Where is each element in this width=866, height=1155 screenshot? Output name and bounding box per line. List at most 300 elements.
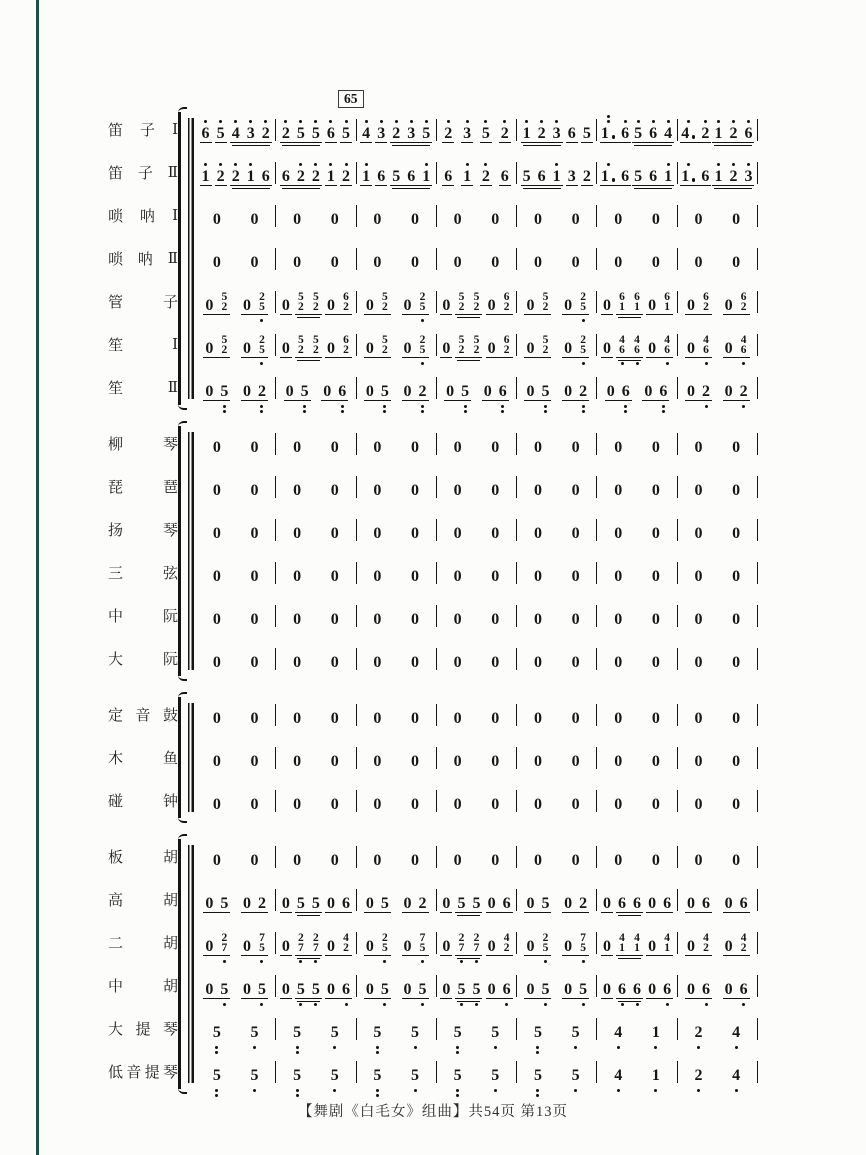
note-digit: 1 xyxy=(201,167,210,185)
beat-unit xyxy=(489,785,501,832)
note xyxy=(292,742,302,789)
beat-unit xyxy=(280,329,292,376)
note xyxy=(212,1056,222,1103)
beat-unit xyxy=(440,329,452,376)
instrument-label xyxy=(108,1018,178,1039)
chord-digits: 2 5 xyxy=(542,931,549,954)
beat-unit xyxy=(291,643,303,690)
label-char: 高 xyxy=(108,893,124,909)
note xyxy=(533,1013,543,1060)
measure xyxy=(357,889,437,911)
note-digit: 0 xyxy=(491,210,500,228)
note xyxy=(453,699,463,746)
note-digit: 0 xyxy=(212,709,221,727)
measure xyxy=(597,519,677,541)
note xyxy=(380,372,390,419)
note-digit: 2 xyxy=(418,382,427,400)
label-char: 提 xyxy=(144,1065,160,1081)
note xyxy=(731,643,741,690)
note-digit: 5 xyxy=(472,894,481,912)
note xyxy=(365,286,375,333)
octave-dots-above xyxy=(204,114,207,123)
beat-unit xyxy=(329,471,341,518)
note xyxy=(311,970,321,1017)
note xyxy=(694,841,704,888)
music-staff xyxy=(192,119,758,141)
note xyxy=(212,471,222,518)
note xyxy=(330,1013,340,1060)
note xyxy=(281,157,291,204)
beat-unit xyxy=(291,1056,303,1103)
augmentation-dot xyxy=(692,178,695,181)
beat-unit xyxy=(452,243,464,290)
note xyxy=(341,884,351,931)
note-digit: 4 xyxy=(681,123,695,141)
beat-unit xyxy=(570,643,582,690)
note-digit: 2 xyxy=(537,124,546,142)
note xyxy=(219,372,229,419)
note xyxy=(341,286,351,333)
measure xyxy=(678,162,758,184)
measure xyxy=(437,162,517,184)
beat-unit xyxy=(409,1013,421,1060)
octave-dots-below xyxy=(421,399,424,419)
note-digit: 5 xyxy=(481,124,490,142)
note xyxy=(242,286,252,333)
label-char: 胡 xyxy=(162,893,178,909)
measure xyxy=(357,846,437,868)
beat-unit xyxy=(581,157,593,204)
beat-unit xyxy=(291,243,303,290)
note-digit: 1 xyxy=(651,1023,660,1041)
note xyxy=(731,785,741,832)
beat-unit xyxy=(452,557,464,604)
beat-unit xyxy=(230,157,272,204)
measure xyxy=(192,433,276,455)
note-digit: 0 xyxy=(564,980,573,998)
measure xyxy=(517,1061,597,1083)
note xyxy=(403,970,413,1017)
note-digit: 0 xyxy=(442,296,451,314)
note xyxy=(533,643,543,690)
measure xyxy=(192,704,276,726)
note xyxy=(410,557,420,604)
note xyxy=(700,157,710,204)
note xyxy=(701,286,711,333)
measure xyxy=(357,648,437,670)
note-digit: 6 xyxy=(663,980,672,998)
octave-dots-above xyxy=(395,114,398,123)
note xyxy=(613,643,623,690)
beat-unit xyxy=(211,1013,223,1060)
note-digit: 0 xyxy=(614,438,623,456)
note xyxy=(296,286,306,333)
note xyxy=(296,970,306,1017)
label-char: 笙 xyxy=(108,338,124,354)
note xyxy=(337,372,347,419)
octave-dots-above xyxy=(345,157,348,166)
beat-unit xyxy=(248,514,260,561)
note xyxy=(662,970,672,1017)
octave-dots-above xyxy=(447,114,450,123)
note-digit: 0 xyxy=(483,382,492,400)
note-digit: 0 xyxy=(373,795,382,813)
note-digit: 0 xyxy=(330,851,339,869)
note xyxy=(739,329,749,376)
note-digit: 0 xyxy=(411,210,420,228)
measure xyxy=(276,846,356,868)
measure xyxy=(517,747,597,769)
note xyxy=(724,884,734,931)
note xyxy=(311,927,321,974)
beat-unit xyxy=(371,841,383,888)
beat-unit xyxy=(211,200,223,247)
note-digit: 0 xyxy=(411,524,420,542)
note xyxy=(651,471,661,518)
note-digit: 0 xyxy=(487,894,496,912)
beat-unit xyxy=(291,742,303,789)
note-digit: 0 xyxy=(694,253,703,271)
note xyxy=(330,643,340,690)
note-digit: 0 xyxy=(411,709,420,727)
note-digit: 0 xyxy=(694,610,703,628)
note xyxy=(421,114,431,161)
label-char: 胡 xyxy=(162,979,178,995)
note xyxy=(701,372,711,419)
measure xyxy=(437,1061,517,1083)
beat-unit xyxy=(452,600,464,647)
measure xyxy=(276,648,356,670)
beat-unit xyxy=(248,1013,260,1060)
chord-digits: 2 5 xyxy=(382,931,388,954)
beat-unit xyxy=(570,1056,582,1103)
measure xyxy=(192,248,276,270)
note-digit: 0 xyxy=(453,210,462,228)
note xyxy=(249,557,259,604)
label-char: Ⅱ xyxy=(167,380,178,396)
beat-unit xyxy=(524,970,551,1017)
note-digit: 5 xyxy=(392,167,401,185)
measure xyxy=(357,562,437,584)
note-digit: 0 xyxy=(526,894,535,912)
chord-digits: 4 6 xyxy=(664,333,671,356)
note xyxy=(571,243,581,290)
note-digit: 5 xyxy=(257,980,266,998)
note-digit: 0 xyxy=(487,980,496,998)
beat-unit xyxy=(685,970,712,1017)
note xyxy=(490,243,500,290)
octave-dots-below xyxy=(636,997,639,1017)
beat-unit xyxy=(230,114,272,161)
note-digit: 2 xyxy=(579,382,588,400)
beat-unit xyxy=(371,600,383,647)
chord-digits: 5 2 xyxy=(458,333,465,356)
octave-dots-above xyxy=(732,114,735,123)
label-char: 中 xyxy=(108,979,124,995)
beat-unit xyxy=(489,200,501,247)
note xyxy=(582,157,592,204)
note-digit: 0 xyxy=(614,610,623,628)
note xyxy=(296,329,306,376)
chord-digits: 5 2 xyxy=(542,333,549,356)
beat-unit xyxy=(616,286,643,333)
note-digit: 0 xyxy=(453,567,462,585)
measure xyxy=(597,648,677,670)
chord-digits: 2 5 xyxy=(580,290,586,313)
note xyxy=(632,884,642,931)
note-digit: 0 xyxy=(732,752,741,770)
beat-unit xyxy=(612,1056,624,1103)
beat-unit xyxy=(612,428,624,475)
note xyxy=(410,841,420,888)
note-digit: 0 xyxy=(606,382,615,400)
measure xyxy=(597,162,677,184)
note-digit: 5 xyxy=(220,980,229,998)
note-digit: 0 xyxy=(453,752,462,770)
octave-dots-below xyxy=(544,399,547,419)
beat-unit xyxy=(532,557,544,604)
note xyxy=(651,243,661,290)
note-digit: 0 xyxy=(533,653,542,671)
staff-row-zhongruan xyxy=(108,594,758,637)
note xyxy=(525,329,535,376)
note xyxy=(694,1013,704,1060)
note-digit: 0 xyxy=(564,894,573,912)
label-char: 笛 xyxy=(108,166,124,182)
note xyxy=(633,114,643,161)
note xyxy=(743,114,753,161)
beat-unit xyxy=(730,785,742,832)
note xyxy=(462,157,472,204)
beat-unit xyxy=(291,1013,303,1060)
beat-unit xyxy=(730,514,742,561)
note xyxy=(701,970,711,1017)
note-digit: 0 xyxy=(732,524,741,542)
beat-unit xyxy=(280,970,292,1017)
note xyxy=(533,200,543,247)
beat-unit xyxy=(693,200,705,247)
chord-digits: 4 6 xyxy=(740,333,747,356)
beat-unit xyxy=(570,428,582,475)
beat-unit xyxy=(712,157,754,204)
label-char: 子 xyxy=(140,123,156,139)
note-digit: 6 xyxy=(739,980,748,998)
measure xyxy=(437,747,517,769)
note-digit: 0 xyxy=(614,524,623,542)
note-digit: 0 xyxy=(250,709,259,727)
note-digit: 0 xyxy=(571,210,580,228)
note-digit: 0 xyxy=(651,567,660,585)
note xyxy=(204,927,214,974)
beat-unit xyxy=(521,114,563,161)
label-char: Ⅱ xyxy=(167,251,178,267)
note xyxy=(212,600,222,647)
note xyxy=(219,927,229,974)
octave-dots-below xyxy=(223,399,226,419)
note xyxy=(311,329,321,376)
beat-unit xyxy=(295,286,322,333)
note-digit: 0 xyxy=(491,481,500,499)
note-digit: 0 xyxy=(694,653,703,671)
note xyxy=(372,514,382,561)
chord-digits: 5 2 xyxy=(313,290,319,313)
note xyxy=(453,1013,463,1060)
label-char: 大 xyxy=(108,652,124,668)
beat-unit xyxy=(248,1056,260,1103)
note-digit: 4 xyxy=(732,1066,741,1084)
measure xyxy=(517,334,597,356)
octave-dots-above xyxy=(687,157,690,166)
note xyxy=(739,970,749,1017)
octave-dots-above xyxy=(219,157,222,166)
note xyxy=(613,428,623,475)
note xyxy=(601,157,615,204)
note-digit: 1 xyxy=(246,167,255,185)
note xyxy=(330,428,340,475)
octave-dots-above xyxy=(667,114,670,123)
note xyxy=(249,699,259,746)
note-digit: 6 xyxy=(502,980,511,998)
note-digit: 0 xyxy=(323,382,332,400)
note-digit: 6 xyxy=(338,382,347,400)
beat-unit xyxy=(693,471,705,518)
beat-unit xyxy=(612,841,624,888)
note xyxy=(471,286,481,333)
note xyxy=(578,884,588,931)
note xyxy=(651,557,661,604)
note-digit: 3 xyxy=(567,167,576,185)
note xyxy=(648,157,658,204)
note-digit: 5 xyxy=(330,1066,339,1084)
measure xyxy=(192,747,276,769)
chord-digits: 2 7 xyxy=(473,931,480,954)
note-digit: 0 xyxy=(330,752,339,770)
measure xyxy=(276,334,356,356)
beat-unit xyxy=(295,927,322,974)
beat-unit xyxy=(329,428,341,475)
note-digit: 0 xyxy=(205,980,214,998)
note xyxy=(410,428,420,475)
beat-unit xyxy=(295,329,322,376)
music-staff xyxy=(192,205,758,227)
note xyxy=(490,600,500,647)
note-digit: 0 xyxy=(491,253,500,271)
beat-unit xyxy=(532,1056,544,1103)
note-digit: 5 xyxy=(212,1023,221,1041)
octave-dots-below xyxy=(475,997,478,1017)
note xyxy=(372,428,382,475)
augmentation-dot xyxy=(612,178,615,181)
beat-unit xyxy=(211,557,223,604)
note-digit: 6 xyxy=(649,124,658,142)
note-digit: 6 xyxy=(326,124,335,142)
octave-dots-above xyxy=(234,157,237,166)
beat-unit xyxy=(241,372,268,419)
note xyxy=(633,157,643,204)
note xyxy=(651,1056,661,1103)
beat-unit xyxy=(295,884,322,931)
beat-unit xyxy=(409,742,421,789)
note xyxy=(613,600,623,647)
note-digit: 5 xyxy=(571,1066,580,1084)
measure xyxy=(517,291,597,313)
note-digit: 2 xyxy=(579,894,588,912)
note xyxy=(724,970,734,1017)
beat-unit xyxy=(601,927,613,974)
note xyxy=(686,286,696,333)
beat-unit xyxy=(524,372,551,419)
beat-unit xyxy=(632,114,674,161)
octave-dots-above xyxy=(204,157,207,166)
note-digit: 0 xyxy=(403,937,412,955)
beat-unit xyxy=(325,329,352,376)
octave-dots-above xyxy=(284,114,287,123)
label-char: 大 xyxy=(108,1022,124,1038)
note xyxy=(487,927,497,974)
note-digit: 0 xyxy=(250,567,259,585)
beat-unit xyxy=(489,557,501,604)
beat-unit xyxy=(211,471,223,518)
note xyxy=(694,1056,704,1103)
note-digit: 0 xyxy=(571,567,580,585)
note xyxy=(651,514,661,561)
measure xyxy=(678,747,758,769)
note xyxy=(296,114,306,161)
measure xyxy=(597,562,677,584)
beat-unit xyxy=(612,514,624,561)
octave-dots-above xyxy=(466,157,469,166)
note xyxy=(602,884,612,931)
note xyxy=(578,372,588,419)
label-char: 笙 xyxy=(108,381,124,397)
note-digit: 0 xyxy=(614,795,623,813)
music-staff xyxy=(192,846,758,868)
note-digit: 0 xyxy=(651,851,660,869)
note-digit: 4 xyxy=(664,124,673,142)
note-digit: 4 xyxy=(362,124,371,142)
beat-unit xyxy=(693,600,705,647)
measure xyxy=(437,519,517,541)
note xyxy=(441,329,451,376)
beat-unit xyxy=(409,600,421,647)
beat-unit xyxy=(340,114,352,161)
note-digit: 0 xyxy=(651,610,660,628)
note-digit: 0 xyxy=(614,481,623,499)
measure xyxy=(437,334,517,356)
note xyxy=(322,372,332,419)
note-digit: 5 xyxy=(541,980,550,998)
measure xyxy=(597,476,677,498)
octave-dots-above xyxy=(484,157,487,166)
measure xyxy=(437,1018,517,1040)
note-digit: 5 xyxy=(472,980,481,998)
label-char: 阮 xyxy=(162,652,178,668)
note-digit: 6 xyxy=(702,894,710,912)
note xyxy=(453,841,463,888)
beat-unit xyxy=(723,927,750,974)
note xyxy=(242,927,252,974)
note xyxy=(410,742,420,789)
chord-digits: 4 6 xyxy=(619,333,625,356)
beat-unit xyxy=(203,927,230,974)
note-digit: 0 xyxy=(212,752,221,770)
beat-unit xyxy=(211,742,223,789)
note xyxy=(380,286,390,333)
note xyxy=(453,428,463,475)
beat-unit xyxy=(215,157,227,204)
beat-unit xyxy=(486,927,513,974)
measure xyxy=(597,704,677,726)
